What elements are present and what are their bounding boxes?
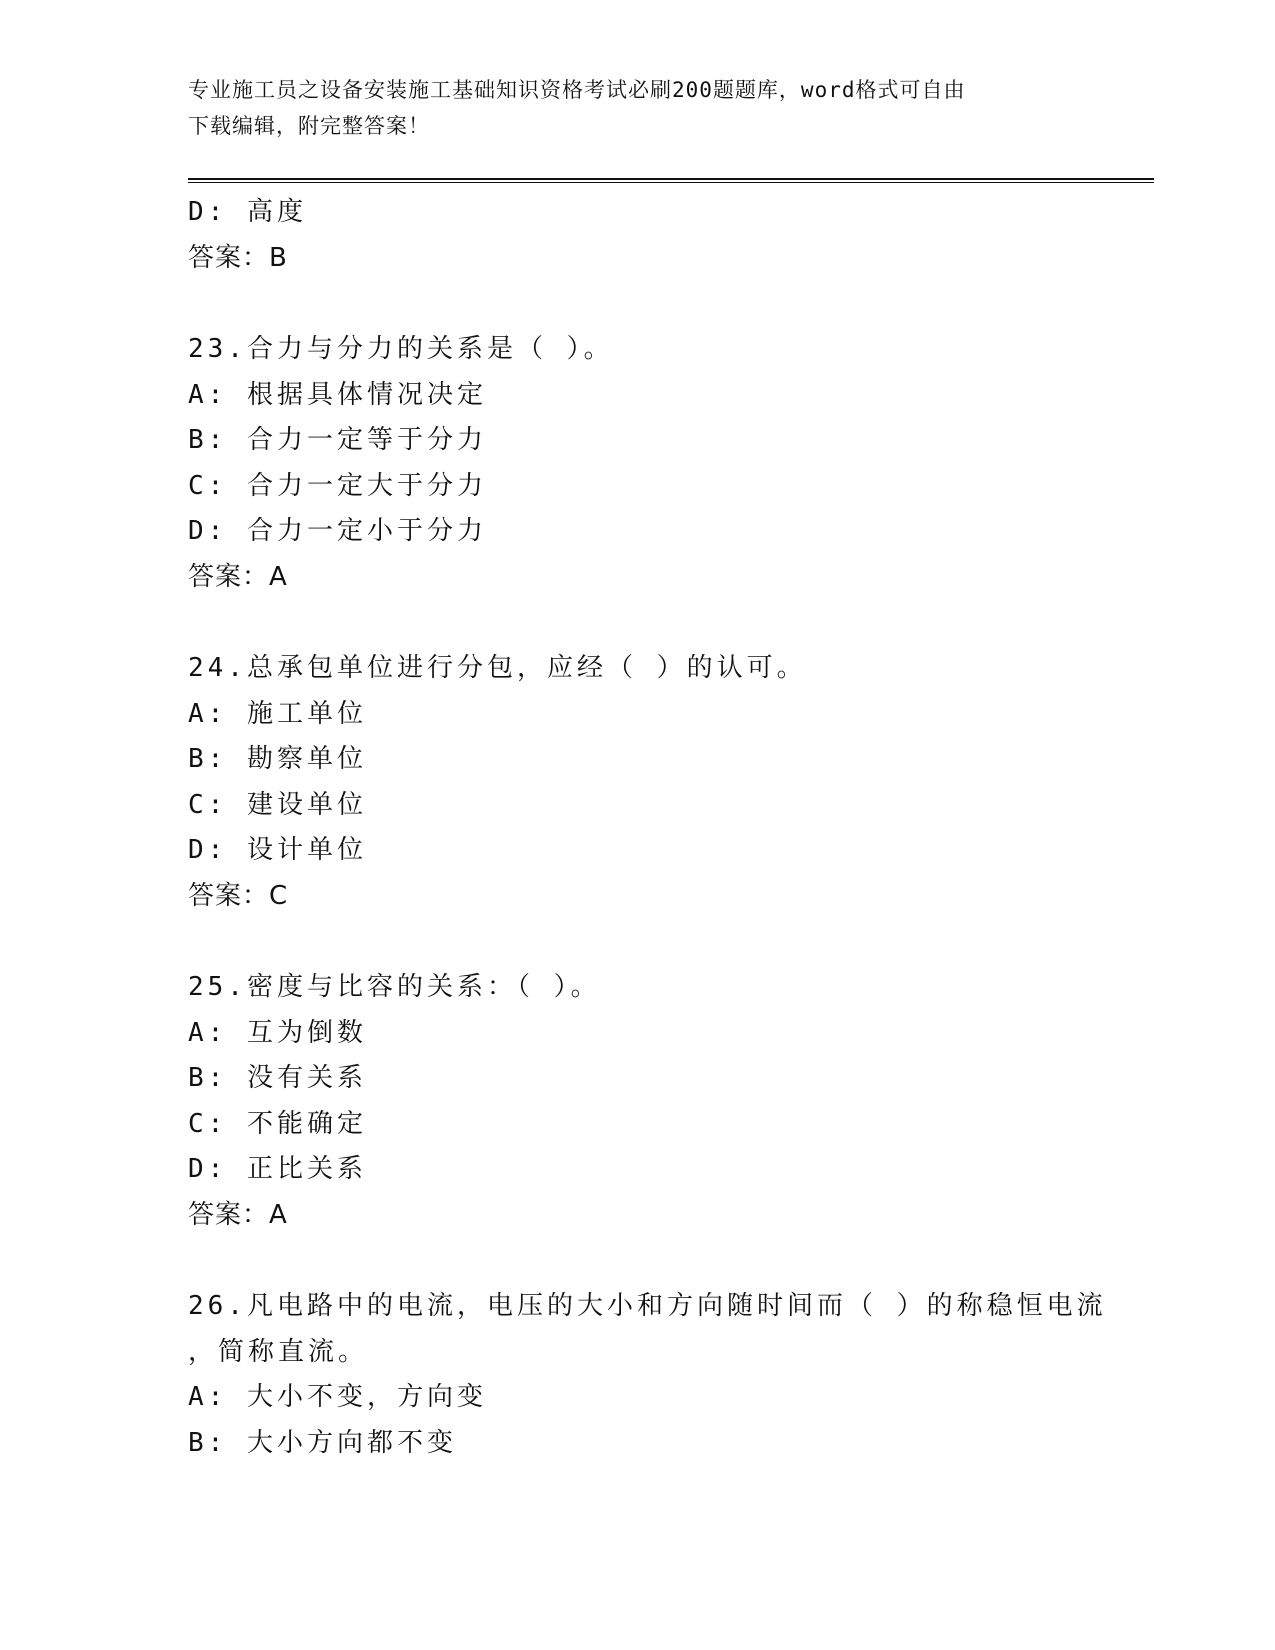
- option-a: A: 根据具体情况决定: [188, 379, 487, 410]
- spacer: [188, 1238, 1148, 1284]
- header-line-1: 专业施工员之设备安装施工基础知识资格考试必刷200题题库，word格式可自由: [188, 78, 966, 102]
- option-c: C: 建设单位: [188, 789, 367, 820]
- spacer: [188, 600, 1148, 646]
- question-24: [188, 646, 1148, 919]
- option-c: C: 合力一定大于分力: [188, 470, 487, 501]
- question-stem-line-2: ，简称直流。: [188, 1336, 369, 1367]
- question-stem: 25.密度与比容的关系：（ ）。: [188, 972, 601, 1002]
- spacer: [188, 919, 1148, 965]
- option-b: B: 大小方向都不变: [188, 1427, 457, 1458]
- option-d: D: 设计单位: [188, 835, 367, 865]
- option-b: B: 勘察单位: [188, 744, 367, 774]
- document-header: [188, 72, 1088, 144]
- header-line-2: 下载编辑，附完整答案！: [188, 114, 430, 138]
- option-b: B: 没有关系: [188, 1063, 367, 1093]
- question-23: [188, 327, 1148, 600]
- answer: 答案：C: [188, 880, 289, 911]
- spacer: [188, 281, 1148, 327]
- header-divider-thin: [188, 182, 1154, 183]
- question-content: [188, 190, 1148, 1466]
- question-stem: 23.合力与分力的关系是（ ）。: [188, 334, 614, 364]
- option-a: A: 施工单位: [188, 698, 367, 729]
- option-d: D: 正比关系: [188, 1154, 367, 1184]
- question-26: [188, 1284, 1148, 1466]
- header-divider: [188, 178, 1154, 180]
- option-d: D: 合力一定小于分力: [188, 516, 487, 546]
- option-a: A: 大小不变，方向变: [188, 1382, 487, 1412]
- prev-option-d: D: 高度: [188, 197, 307, 227]
- answer: 答案：A: [188, 561, 288, 592]
- option-b: B: 合力一定等于分力: [188, 425, 487, 455]
- option-a: A: 互为倒数: [188, 1017, 367, 1048]
- question-25: [188, 965, 1148, 1238]
- answer: 答案：A: [188, 1199, 288, 1230]
- prev-answer: 答案：B: [188, 242, 288, 273]
- question-stem-line-1: 26.凡电路中的电流，电压的大小和方向随时间而（ ）的称稳恒电流: [188, 1291, 1107, 1321]
- option-c: C: 不能确定: [188, 1108, 367, 1139]
- question-stem: 24.总承包单位进行分包，应经（ ）的认可。: [188, 653, 807, 683]
